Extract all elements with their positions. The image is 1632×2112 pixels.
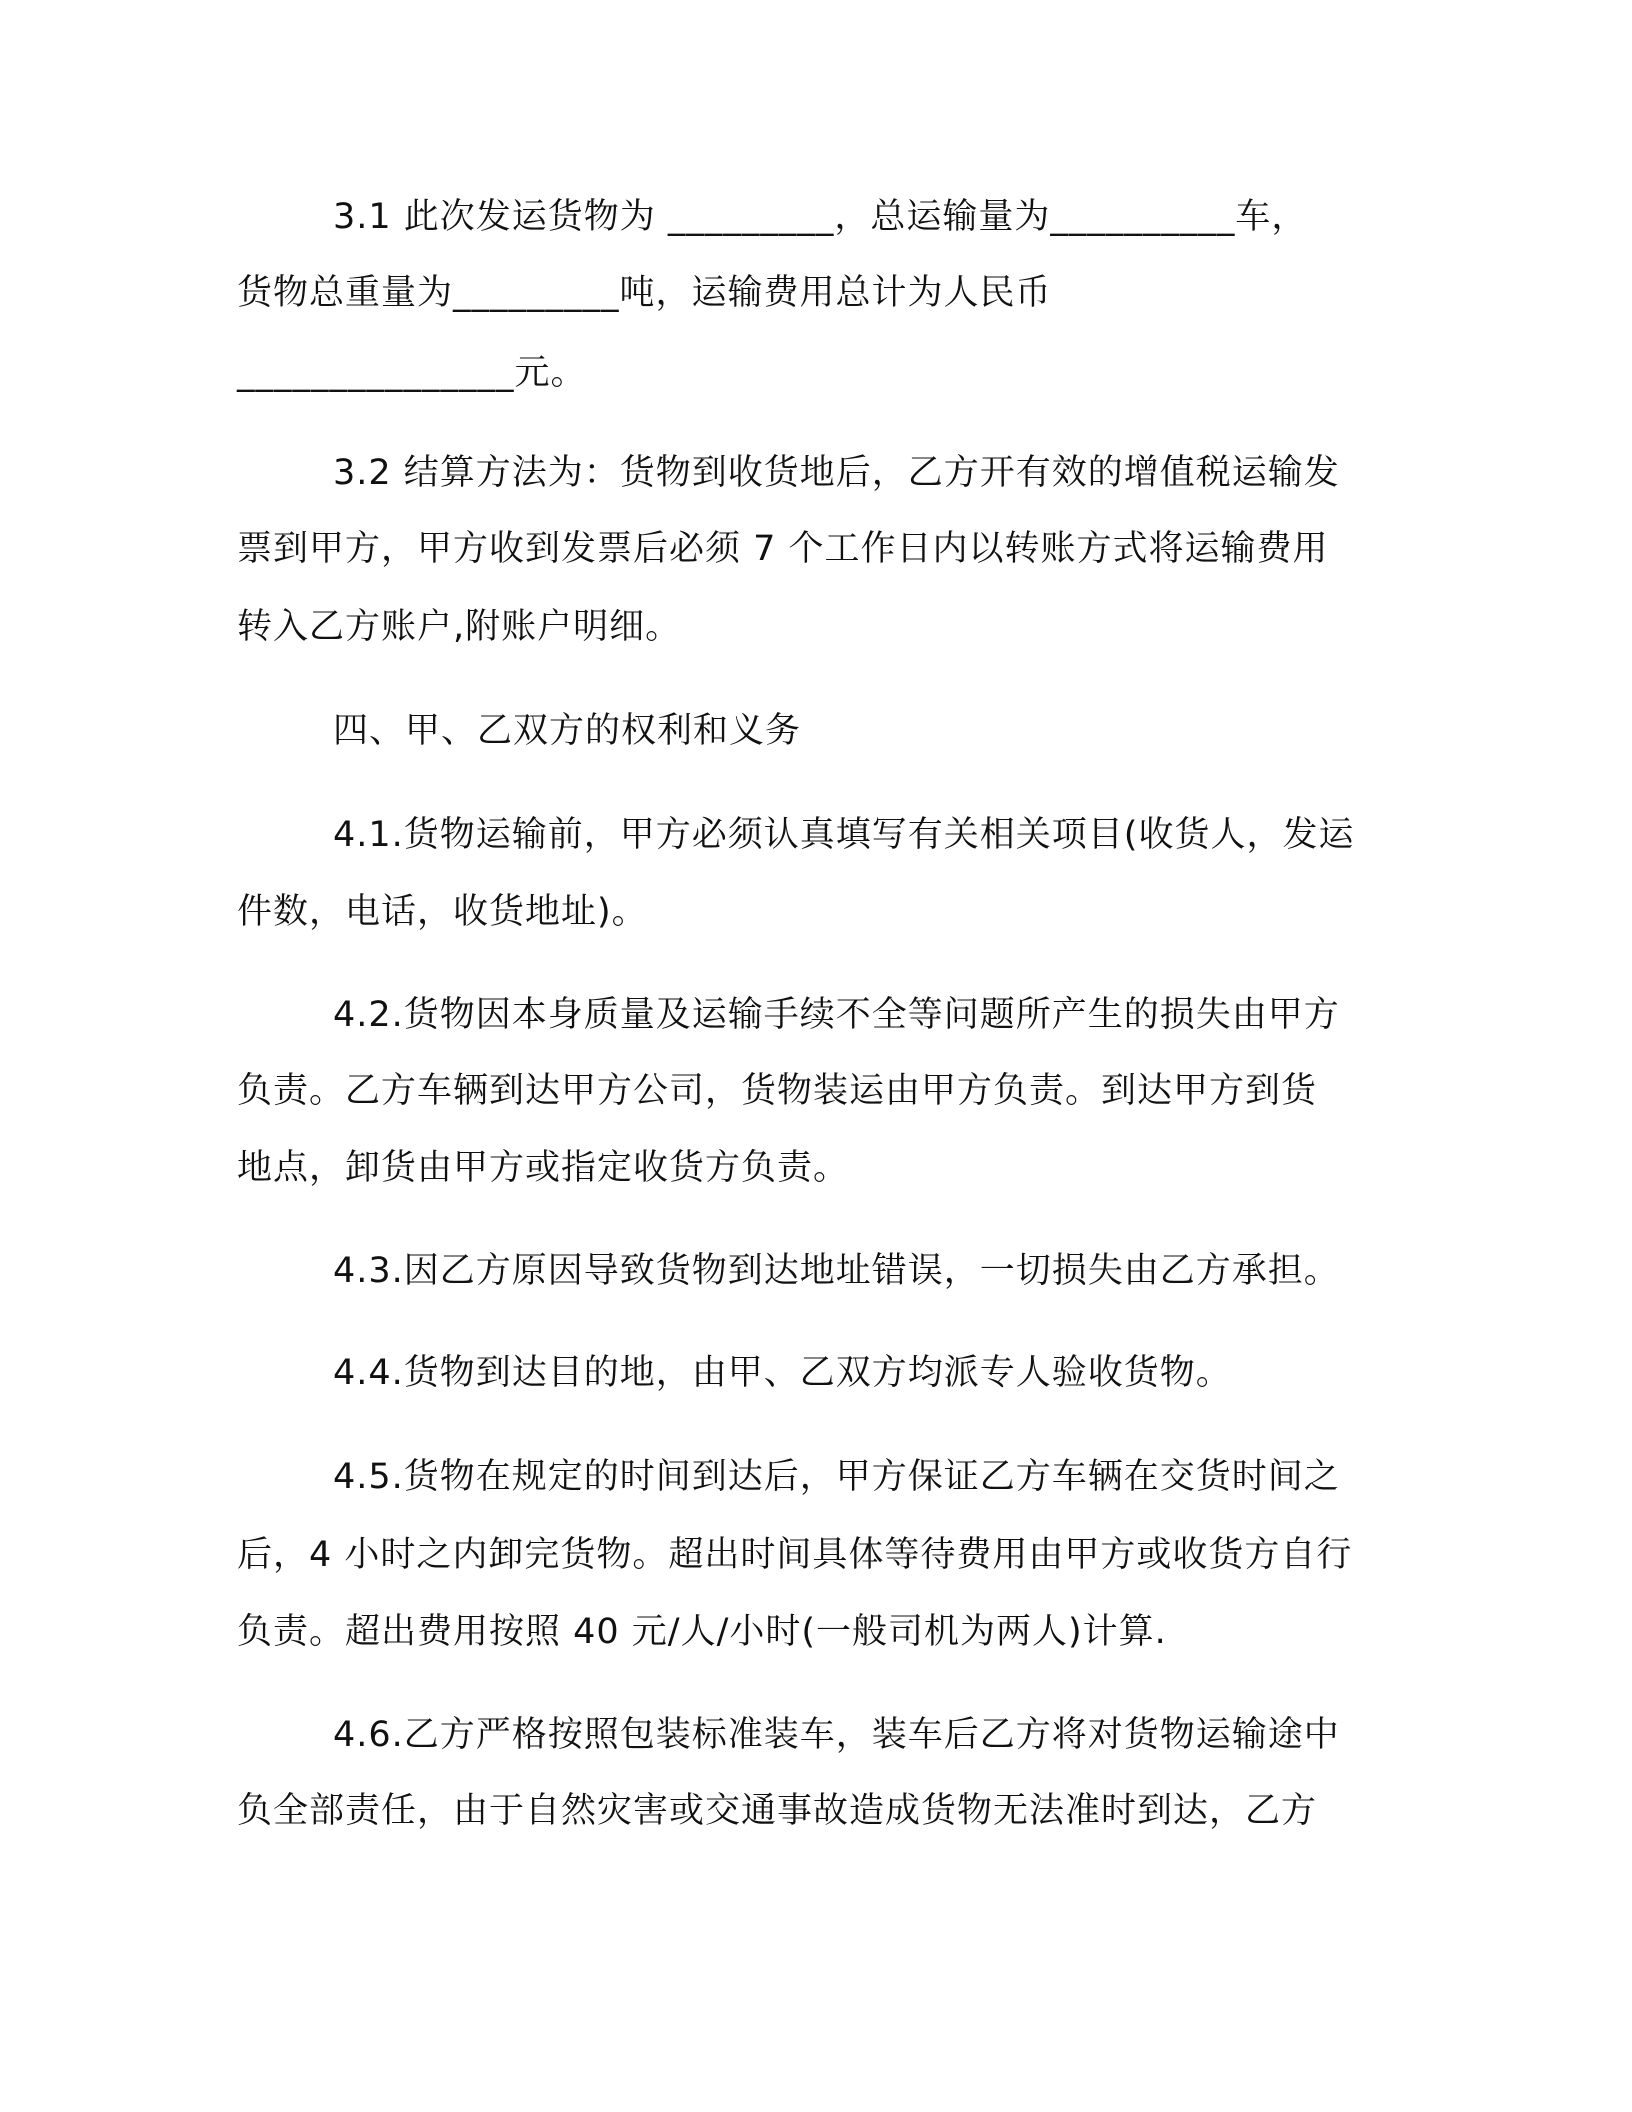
paragraph-line: _______________元。 <box>237 353 587 393</box>
paragraph-first-line: 4.6.乙方严格按照包装标准装车，装车后乙方将对货物运输途中 <box>333 1715 1340 1755</box>
paragraph-first-line: 3.1 此次发运货物为 _________，总运输量为__________车， <box>333 197 1308 237</box>
paragraph-first-line: 4.1.货物运输前，甲方必须认真填写有关相关项目(收货人，发运 <box>333 815 1355 855</box>
paragraph-line: 转入乙方账户,附账户明细。 <box>237 607 682 647</box>
paragraph-line: 负责。超出费用按照 40 元/人/小时(一般司机为两人)计算. <box>237 1612 1167 1652</box>
paragraph-line: 票到甲方，甲方收到发票后必须 7 个工作日内以转账方式将运输费用 <box>237 529 1329 569</box>
paragraph-line: 地点，卸货由甲方或指定收货方负责。 <box>237 1148 850 1188</box>
paragraph-line: 负责。乙方车辆到达甲方公司，货物装运由甲方负责。到达甲方到货 <box>237 1071 1318 1111</box>
paragraph-line: 负全部责任，由于自然灾害或交通事故造成货物无法准时到达，乙方 <box>237 1791 1318 1831</box>
paragraph-line: 后，4 小时之内卸完货物。超出时间具体等待费用由甲方或收货方自行 <box>237 1535 1353 1575</box>
paragraph-first-line: 4.4.货物到达目的地，由甲、乙双方均派专人验收货物。 <box>333 1353 1232 1393</box>
paragraph-first-line: 4.3.因乙方原因导致货物到达地址错误，一切损失由乙方承担。 <box>333 1251 1340 1291</box>
paragraph-first-line: 4.2.货物因本身质量及运输手续不全等问题所产生的损失由甲方 <box>333 995 1340 1035</box>
paragraph-first-line: 四、甲、乙双方的权利和义务 <box>333 711 802 751</box>
paragraph-line: 件数，电话，收货地址)。 <box>237 892 648 932</box>
paragraph-line: 货物总重量为_________吨，运输费用总计为人民币 <box>237 273 1052 313</box>
paragraph-first-line: 4.5.货物在规定的时间到达后，甲方保证乙方车辆在交货时间之 <box>333 1457 1340 1497</box>
paragraph-first-line: 3.2 结算方法为：货物到收货地后，乙方开有效的增值税运输发 <box>333 453 1340 493</box>
